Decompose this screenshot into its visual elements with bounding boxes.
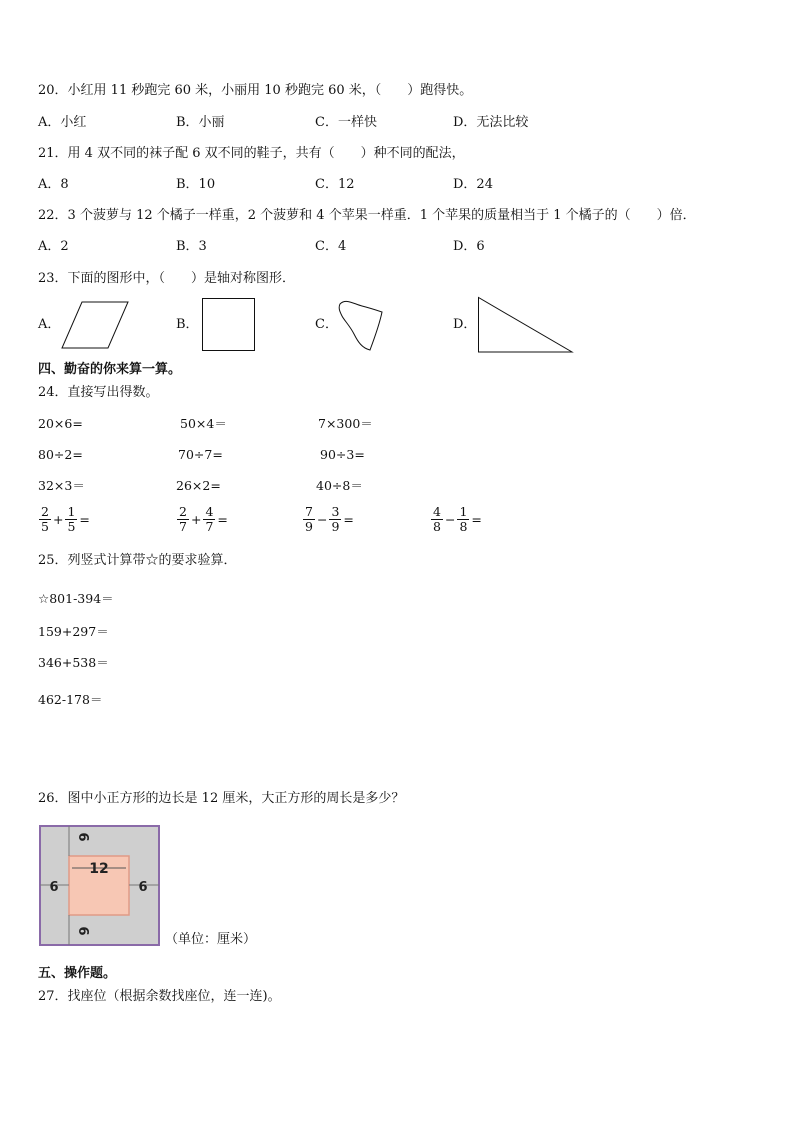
fraction-expression: $\frac{2}{5}$ + $\frac{1}{5}$ = [41,504,90,534]
question-22: 22．3 个菠萝与 12 个橘子一样重，2 个菠萝和 4 个苹果一样重．1 个苹果的质量相当于 1 个橘子的（ ）倍． [38,208,696,223]
bottom-gap-label: 6 [75,926,90,936]
question-26: 26．图中小正方形的边长是 12 厘米，大正方形的周长是多少？ [38,791,405,806]
calc-item: 26×2= [176,478,221,493]
q21-option-b[interactable]: B．10 [176,177,216,192]
q20-option-c[interactable]: C．一样快 [315,115,377,130]
irregular-shape [336,298,386,354]
q22-option-b[interactable]: B．3 [176,239,207,254]
section-4-title: 四、勤奋的你来算一算。 [38,362,182,377]
calc-item: 90÷3= [320,447,365,462]
q20-option-d[interactable]: D．无法比较 [453,115,529,130]
calc-item: 20×6= [38,416,83,431]
fraction-expression: $\frac{4}{8}$ − $\frac{1}{8}$ = [433,504,482,534]
vertical-calc-item: ☆801-394＝ [38,591,114,606]
vertical-calc-item: 159+297＝ [38,624,109,639]
right-gap-label: 6 [138,880,148,895]
inner-side-label: 12 [89,861,109,877]
question-25: 25．列竖式计算带☆的要求验算． [38,553,237,568]
calc-item: 70÷7= [178,447,223,462]
q23-option-a[interactable]: A． [38,317,61,332]
unit-label: （单位：厘米） [165,932,257,947]
vertical-calc-item: 346+538＝ [38,655,109,670]
question-27: 27．找座位（根据余数找座位，连一连)。 [38,989,281,1004]
question-20: 20．小红用 11 秒跑完 60 米，小丽用 10 秒跑完 60 米，（ ）跑得快。 [38,83,473,98]
q21-option-c[interactable]: C．12 [315,177,355,192]
question-23: 23．下面的图形中，（ ）是轴对称图形． [38,271,296,286]
left-gap-label: 6 [49,880,59,895]
calc-item: 32×3＝ [38,478,85,493]
q21-option-d[interactable]: D．24 [453,177,493,192]
calc-item: 40÷8＝ [316,478,363,493]
fraction-expression: $\frac{2}{7}$ + $\frac{4}{7}$ = [179,504,228,534]
q21-option-a[interactable]: A．8 [38,177,69,192]
question-24: 24．直接写出得数。 [38,385,159,400]
q23-option-b[interactable]: B． [176,317,199,332]
calc-item: 7×300＝ [318,416,373,431]
right-triangle-shape [478,297,576,355]
vertical-calc-item: 462-178＝ [38,692,103,707]
q23-option-d[interactable]: D． [453,317,477,332]
question-21: 21．用 4 双不同的袜子配 6 双不同的鞋子，共有（ ）种不同的配法， [38,146,465,161]
q22-option-a[interactable]: A．2 [38,239,69,254]
q20-option-a[interactable]: A．小红 [38,115,87,130]
fraction-expression: $\frac{7}{9}$ − $\frac{3}{9}$ = [305,504,354,534]
section-5-title: 五、操作题。 [38,966,117,981]
q23-option-c[interactable]: C． [315,317,338,332]
squares-figure-labels [39,825,161,947]
square-shape [202,298,258,352]
calc-item: 80÷2= [38,447,83,462]
calc-item: 50×4＝ [180,416,227,431]
parallelogram-shape [62,302,132,352]
q22-option-c[interactable]: C．4 [315,239,347,254]
q20-option-b[interactable]: B．小丽 [176,115,225,130]
q22-option-d[interactable]: D．6 [453,239,485,254]
top-gap-label: 6 [75,832,90,842]
